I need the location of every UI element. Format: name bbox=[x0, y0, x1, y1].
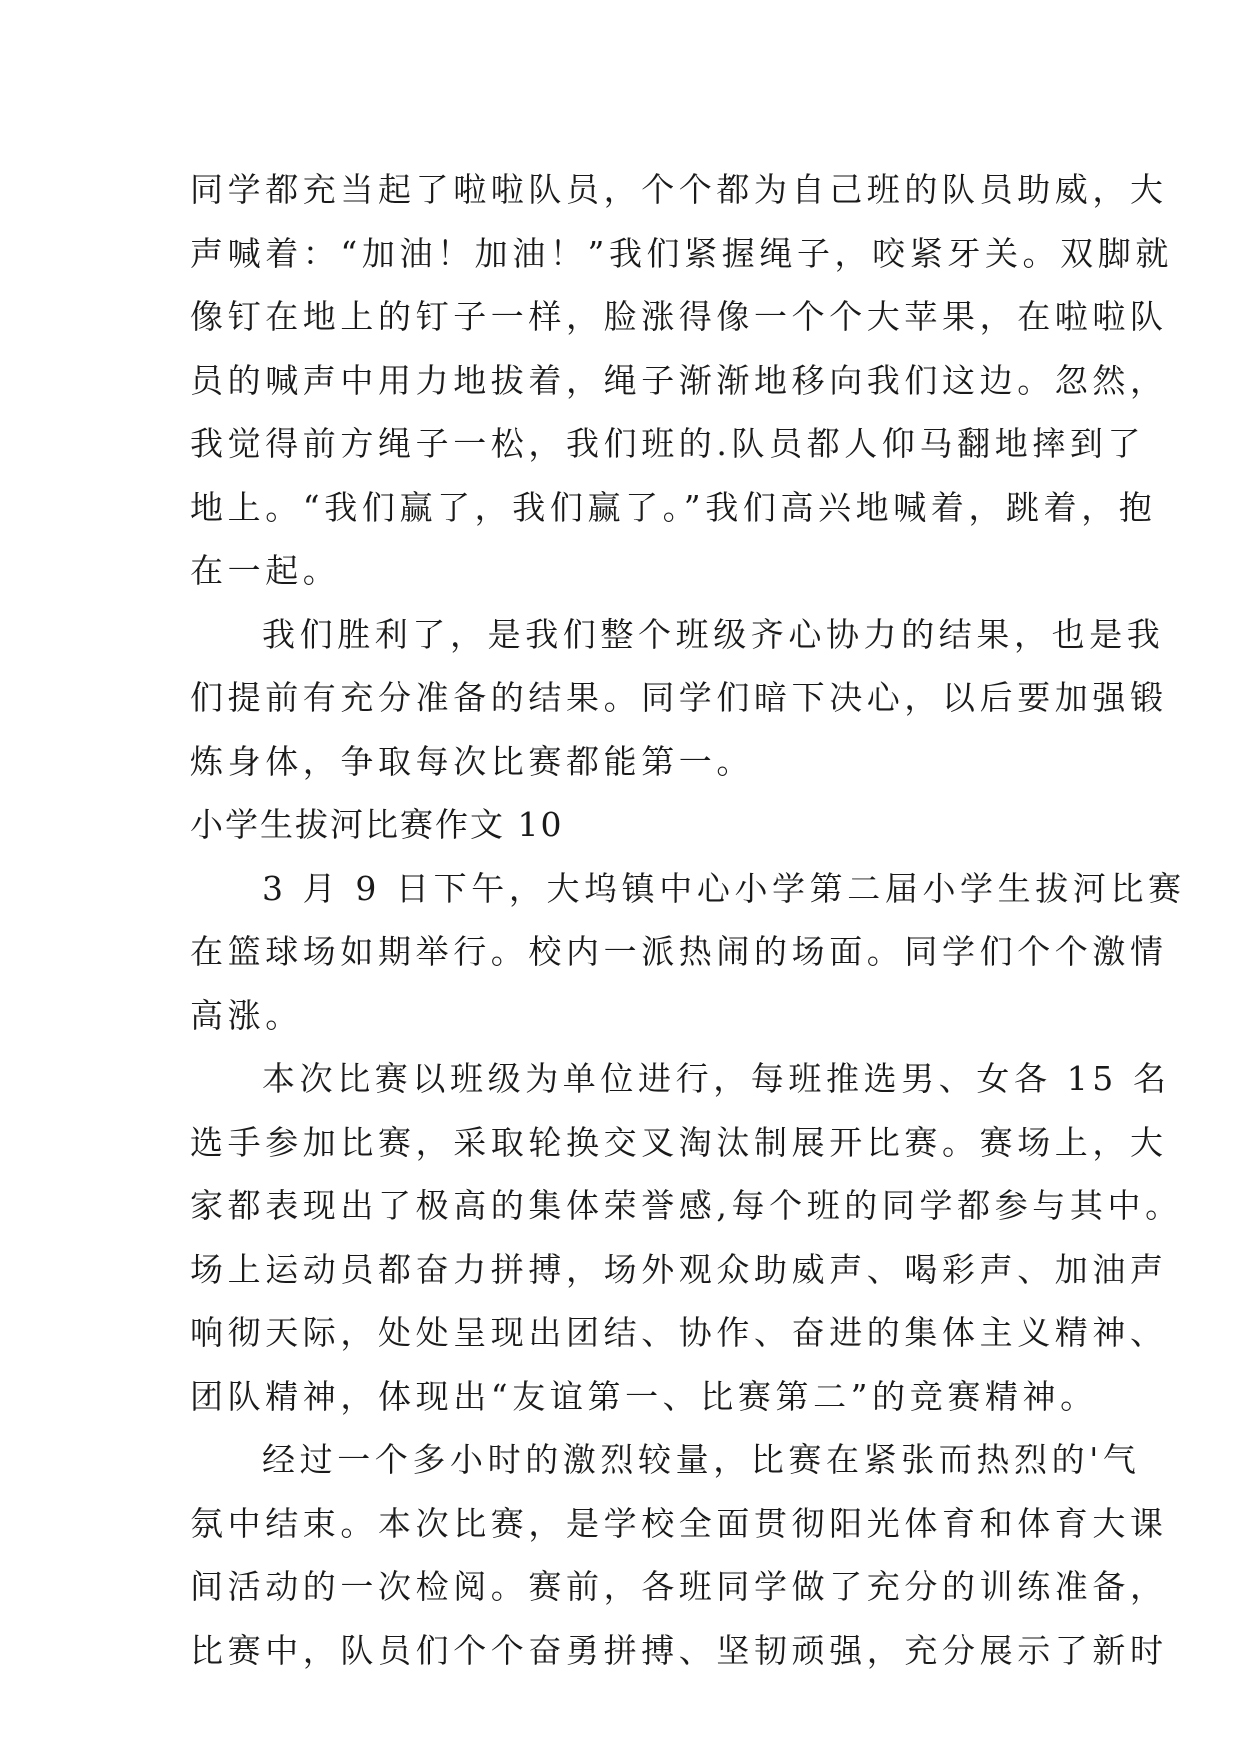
text-line: 地上。“我们赢了，我们赢了。”我们高兴地喊着，跳着，抱 bbox=[190, 487, 1157, 527]
text-line: 在篮球场如期举行。校内一派热闹的场面。同学们个个激情 bbox=[190, 932, 1168, 971]
text-line: 比赛中，队员们个个奋勇拼搏、坚韧顽强，充分展示了新时 bbox=[190, 1630, 1168, 1670]
text-line: 家都表现出了极高的集体荣誉感,每个班的同学都参与其中。 bbox=[190, 1186, 1183, 1225]
section-heading: 小学生拔河比赛作文 10 bbox=[190, 805, 564, 844]
text-line: 团队精神，体现出“友谊第一、比赛第二”的竞赛精神。 bbox=[190, 1376, 1098, 1416]
text-line: 员的喊声中用力地拔着，绳子渐渐地移向我们这边。忽然， bbox=[190, 360, 1168, 400]
text-line: 声喊着：“加油！加油！”我们紧握绳子，咬紧牙关。双脚就 bbox=[190, 233, 1173, 273]
text-line: 们提前有充分准备的结果。同学们暗下决心，以后要加强锻 bbox=[190, 678, 1168, 717]
paragraph-start-line: 3 月 9 日下午，大坞镇中心小学第二届小学生拔河比赛 bbox=[262, 868, 1186, 908]
text-line: 高涨。 bbox=[190, 995, 303, 1035]
text-line: 同学都充当起了啦啦队员，个个都为自己班的队员助威，大 bbox=[190, 170, 1168, 209]
text-line: 场上运动员都奋力拼搏，场外观众助威声、喝彩声、加油声 bbox=[190, 1249, 1168, 1289]
text-line: 响彻天际，处处呈现出团结、协作、奋进的集体主义精神、 bbox=[190, 1313, 1168, 1352]
text-line: 选手参加比赛，采取轮换交叉淘汰制展开比赛。赛场上，大 bbox=[190, 1122, 1168, 1162]
text-line: 我觉得前方绳子一松，我们班的.队员都人仰马翻地摔到了 bbox=[190, 424, 1146, 463]
paragraph-start-line: 我们胜利了，是我们整个班级齐心协力的结果，也是我 bbox=[262, 614, 1165, 654]
text-line: 氛中结束。本次比赛，是学校全面贯彻阳光体育和体育大课 bbox=[190, 1503, 1168, 1543]
paragraph-start-line: 本次比赛以班级为单位进行，每班推选男、女各 15 名 bbox=[262, 1059, 1171, 1098]
paragraph-start-line: 经过一个多小时的激烈较量，比赛在紧张而热烈的'气 bbox=[262, 1440, 1141, 1479]
text-line: 像钉在地上的钉子一样，脸涨得像一个个大苹果，在啦啦队 bbox=[190, 297, 1168, 336]
text-line: 在一起。 bbox=[190, 551, 341, 590]
document-body bbox=[190, 158, 1186, 1682]
text-line: 间活动的一次检阅。赛前，各班同学做了充分的训练准备， bbox=[190, 1567, 1168, 1606]
text-line: 炼身体，争取每次比赛都能第一。 bbox=[190, 741, 754, 781]
